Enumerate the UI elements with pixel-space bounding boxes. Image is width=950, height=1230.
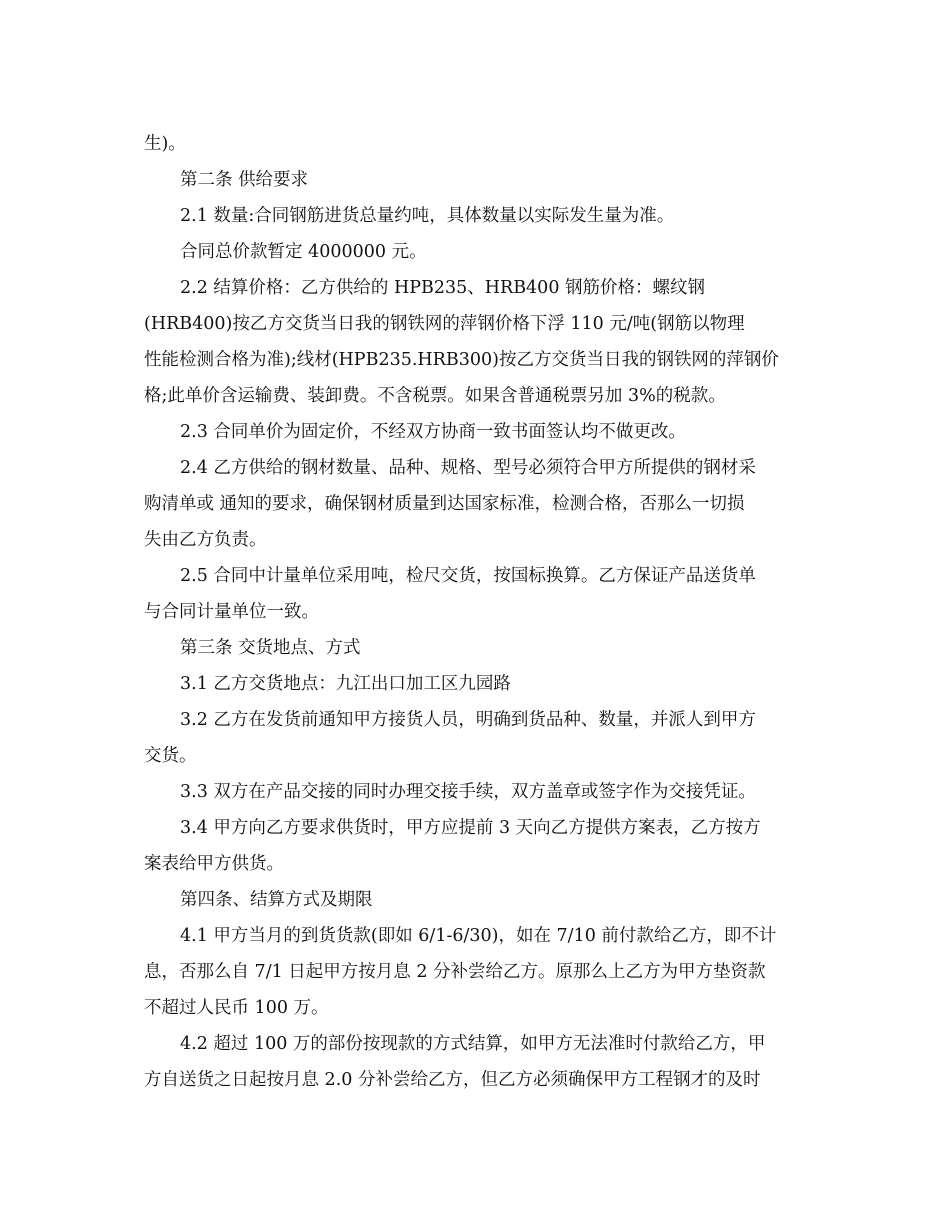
clause-line: 3.3 双方在产品交接的同时办理交接手续，双方盖章或签字作为交接凭证。	[180, 782, 756, 802]
text-line: (HRB400)按乙方交货当日我的钢铁网的萍钢价格下浮 110 元/吨(钢筋以物理	[144, 314, 745, 334]
text-line: 不超过人民币 100 万。	[144, 998, 329, 1018]
text-line: 合同总价款暂定 4000000 元。	[180, 242, 427, 262]
clause-line: 3.4 甲方向乙方要求供货时，甲方应提前 3 天向乙方提供方案表，乙方按方	[180, 818, 761, 838]
clause-line: 2.1 数量:合同钢筋进货总量约吨，具体数量以实际发生量为准。	[180, 206, 675, 226]
clause-line: 4.1 甲方当月的到货货款(即如 6/1-6/30)，如在 7/10 前付款给乙方，即不计	[180, 926, 777, 946]
clause-line: 2.5 合同中计量单位采用吨，检尺交货，按国标换算。乙方保证产品送货单	[180, 566, 756, 586]
text-line: 性能检测合格为准);线材(HPB235.HRB300)按乙方交货当日我的钢铁网的萍钢价	[144, 350, 779, 370]
text-line: 格;此单价含运输费、装卸费。不含税票。如果含普通税票另加 3%的税款。	[144, 386, 726, 406]
clause-line: 2.4 乙方供给的钢材数量、品种、规格、型号必须符合甲方所提供的钢材采	[180, 458, 756, 478]
text-line: 生)。	[144, 134, 186, 154]
section-heading: 第二条 供给要求	[180, 170, 309, 190]
text-line: 案表给甲方供货。	[144, 854, 284, 874]
clause-line: 2.3 合同单价为固定价，不经双方协商一致书面签认均不做更改。	[180, 422, 686, 442]
clause-line: 4.2 超过 100 万的部份按现款的方式结算，如甲方无法准时付款给乙方，甲	[180, 1034, 766, 1054]
text-line: 交货。	[144, 746, 197, 766]
clause-line: 3.1 乙方交货地点：九江出口加工区九园路	[180, 674, 511, 694]
text-line: 方自送货之日起按月息 2.0 分补尝给乙方，但乙方必须确保甲方工程钢才的及时	[144, 1070, 761, 1090]
text-line: 购清单或 通知的要求，确保钢材质量到达国家标准，检测合格，否那么一切损	[144, 494, 745, 514]
contract-text	[144, 126, 806, 1098]
text-line: 与合同计量单位一致。	[144, 602, 319, 622]
clause-line: 3.2 乙方在发货前通知甲方接货人员，明确到货品种、数量，并派人到甲方	[180, 710, 756, 730]
clause-line: 2.2 结算价格：乙方供给的 HPB235、HRB400 钢筋价格：螺纹钢	[180, 278, 706, 298]
text-line: 息，否那么自 7/1 日起甲方按月息 2 分补尝给乙方。原那么上乙方为甲方垫资款	[144, 962, 766, 982]
text-line: 失由乙方负责。	[144, 530, 267, 550]
section-heading: 第三条 交货地点、方式	[180, 638, 361, 658]
section-heading: 第四条、结算方式及期限	[180, 890, 373, 910]
